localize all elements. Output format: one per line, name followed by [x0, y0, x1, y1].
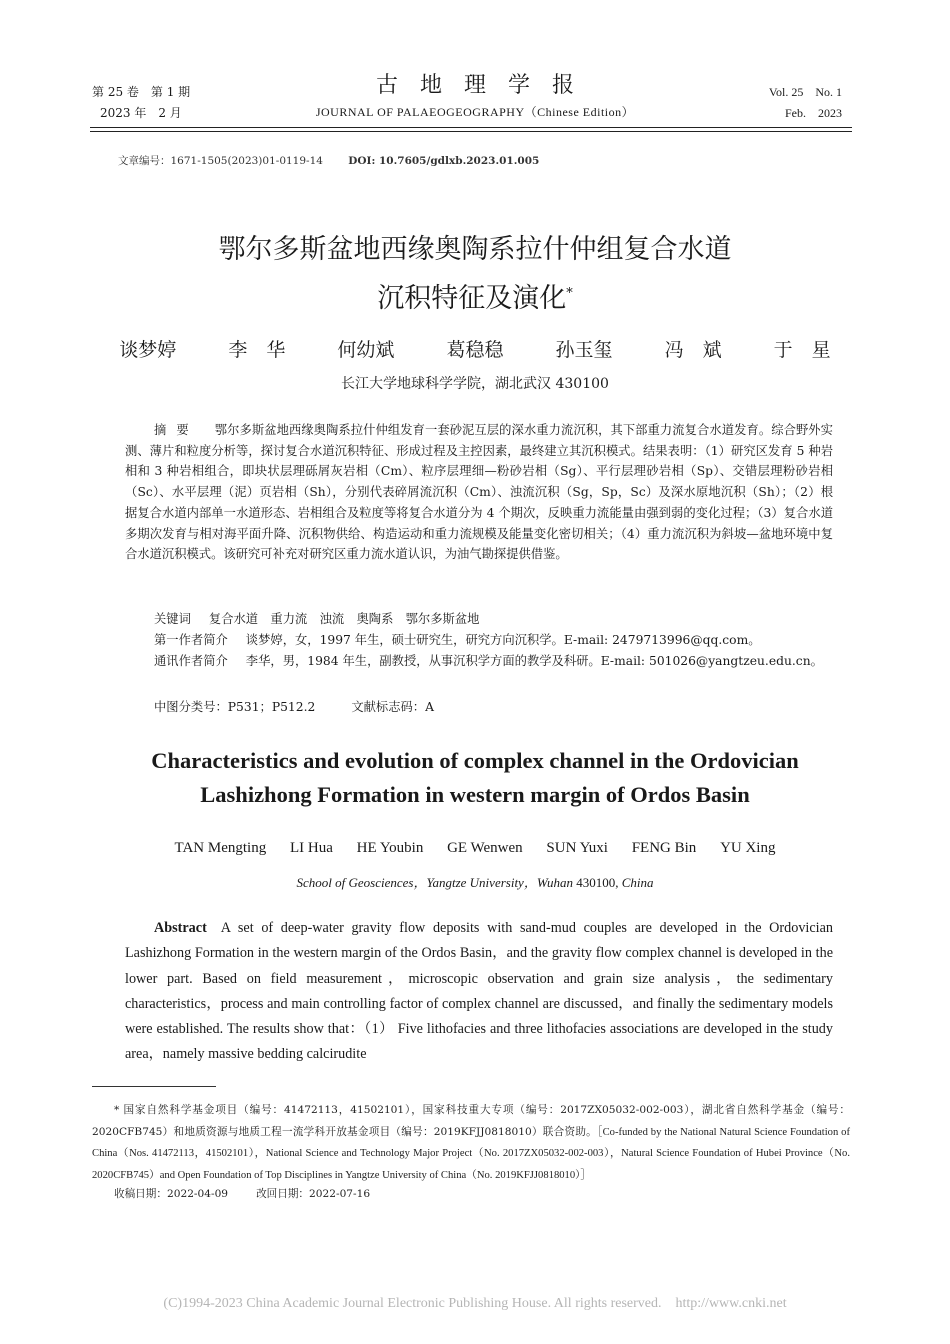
- journal-title-en: JOURNAL OF PALAEOGEOGRAPHY（Chinese Edition）: [315, 105, 635, 119]
- doi[interactable]: DOI: 10.7605/gdlxb.2023.01.005: [348, 155, 540, 167]
- header-volume-issue: 第 25 卷 第 1 期: [92, 85, 191, 99]
- abstract-en: [125, 916, 833, 1068]
- affiliation-en-school: School of Geosciences，Yangtze University，Wuhan: [296, 875, 573, 890]
- header-volume-info-en: [769, 82, 842, 124]
- title-cn-line2: 沉积特征及演化: [377, 283, 567, 314]
- first-author-bio: [125, 630, 862, 651]
- author-cn: 孙玉玺: [555, 339, 613, 361]
- keywords-cn-text: 复合水道 重力流 浊流 奥陶系 鄂尔多斯盆地: [208, 612, 480, 626]
- author-cn: 何幼斌: [337, 339, 395, 361]
- funding-cn: * 国家自然科学基金项目（编号：41472113，41502101），国家科技重大专项（编号：2017ZX05032-002-003），湖北省自然科学基金（编号：2020CFB745）和地质资源与地质工程一流学科开放基金项目（编号：2019KFJJ0818010）联合资助。: [92, 1104, 850, 1138]
- cnki-link[interactable]: http://www.cnki.net: [675, 1296, 787, 1311]
- article-number: 文章编号：1671-1505(2023)01-0119-14: [118, 155, 323, 167]
- corresponding-author-text: 李华，男，1984 年生，副教授，从事沉积学方面的教学及科研。E-mail: 501026@yangtzeu.edu.cn。: [245, 654, 823, 668]
- author-en: TAN Mengting: [174, 840, 267, 856]
- title-en-line1: Characteristics and evolution of complex channel in the Ordovician: [151, 748, 799, 773]
- received-date: 收稿日期：2022-04-09: [114, 1188, 229, 1200]
- title-cn-line1: 鄂尔多斯盆地西缘奥陶系拉什仲组复合水道: [218, 234, 732, 265]
- abstract-cn: [125, 420, 833, 565]
- author-cn: 于 星: [773, 339, 831, 361]
- article-number-line: [118, 153, 539, 168]
- affiliation-en-country: China: [621, 875, 654, 890]
- author-en: YU Xing: [720, 840, 776, 856]
- classification-line: [125, 697, 862, 718]
- author-en: SUN Yuxi: [546, 840, 608, 856]
- funding-footnote: [92, 1100, 850, 1186]
- affiliation-cn: 长江大学地球科学学院，湖北武汉 430100: [341, 376, 609, 392]
- author-en: LI Hua: [289, 840, 333, 856]
- author-cn: 葛稳稳: [446, 339, 504, 361]
- author-en: FENG Bin: [631, 840, 697, 856]
- corresponding-author-bio: [125, 651, 833, 672]
- authors-cn: [0, 335, 950, 362]
- keywords-cn-label: 关键词: [154, 612, 191, 626]
- abstract-cn-text: 鄂尔多斯盆地西缘奥陶系拉什仲组发育一套砂泥互层的深水重力流沉积，其下部重力流复合水道发育。综合野外实测、薄片和粒度分析等，探讨复合水道沉积特征、形成过程及主控因素，最终建立其沉积模式。结果表明：（1）研究区发育 5 种岩相和 3 种岩相组合，即块状层理砾屑灰岩相（Cm）、粒序层理细—粉砂岩相（Sg）、平行层理砂岩相（Sp）、交错层理粉砂岩相（Sc）、水平层理（泥）页岩相（Sh），分别代表碎屑流沉积（Cm）、浊流沉积（Sg，Sp，Sc）及深水原地沉积（Sh）；（2）根据复合水道内部单一水道形态、岩相组合及粒度等将复合水道分为 4 个期次，反映重力流能量由强到弱的变化过程；（3）复合水道多期次发育与相对海平面升降、沉积物供给、构造运动和重力流规模及能量变化密切相关；（4）重力流沉积为斜坡—盆地环境中复合水道沉积模式。该研究可补充对研究区重力流水道认识，为油气勘探提供借鉴。: [125, 423, 833, 562]
- abstract-cn-label: 摘要: [154, 423, 199, 437]
- header-volume-en: Vol. 25 No. 1: [768, 85, 842, 99]
- clc-number: 中图分类号：P531；P512.2: [154, 700, 316, 714]
- revised-date: 改回日期：2022-07-16: [256, 1188, 371, 1200]
- title-en: [0, 744, 950, 812]
- author-cn: 冯 斌: [664, 339, 722, 361]
- first-author-label: 第一作者简介: [154, 633, 228, 647]
- dates-line: [114, 1186, 370, 1201]
- keywords-cn: [125, 609, 862, 630]
- header-date: 2023 年 2 月: [100, 106, 182, 120]
- abstract-en-text: A set of deep-water gravity flow deposits with sand-mud couples are developed in the Ordovician Lashizhong Formation in the western margin of the Ordos Basin，and the gravity flow complex channel is developed in the lower part. Based on field measurement，microscopic observation and grain size analysis，the sedimentary characteristics，process and main controlling factor of complex channel are discussed，and finally the sedimentary models were established. The results show that：（1） Five lithofacies and three lithofacies associations are developed in the study area，namely massive bedding calcirudite: [125, 920, 833, 1063]
- document-code: 文献标志码：A: [351, 700, 434, 714]
- author-cn: 谈梦婷: [119, 339, 177, 361]
- title-en-line2: Lashizhong Formation in western margin of Ordos Basin: [200, 782, 750, 807]
- affiliation-en-postcode: 430100,: [576, 875, 619, 890]
- title-footnote-mark[interactable]: *: [566, 286, 573, 301]
- copyright-text: (C)1994-2023 China Academic Journal Electronic Publishing House. All rights reserved.: [163, 1296, 662, 1311]
- first-author-text: 谈梦婷，女，1997 年生，硕士研究生，研究方向沉积学。E-mail: 2479713996@qq.com。: [245, 633, 761, 647]
- author-cn: 李 华: [228, 339, 286, 361]
- copyright-footer: [0, 1296, 950, 1312]
- abstract-en-label: Abstract: [154, 920, 207, 936]
- corresponding-author-label: 通讯作者简介: [154, 654, 228, 668]
- affiliation-en: [0, 872, 950, 891]
- header-rule-thick: [90, 127, 852, 128]
- authors-en: [0, 840, 950, 857]
- funding-en: ［Co-funded by the National Natural Science Foundation of China（Nos. 41472113，41502101），National Science and Technology Major Project（No. 2017ZX05032-002-003），Natural Science Foundation of Hubei Province（No. 2020CFB745）and Open Foundation of Top Disciplines in Yangtze University of China（No. 2019KFJJ0818010）］: [92, 1126, 850, 1181]
- footnote-rule: [92, 1086, 216, 1087]
- author-en: GE Wenwen: [447, 840, 523, 856]
- journal-title-cn: 古地理学报: [375, 73, 596, 98]
- header-date-en: Feb. 2023: [784, 106, 842, 120]
- author-en: HE Youbin: [356, 840, 424, 856]
- header-rule-thin: [90, 131, 852, 132]
- title-cn: [0, 228, 950, 321]
